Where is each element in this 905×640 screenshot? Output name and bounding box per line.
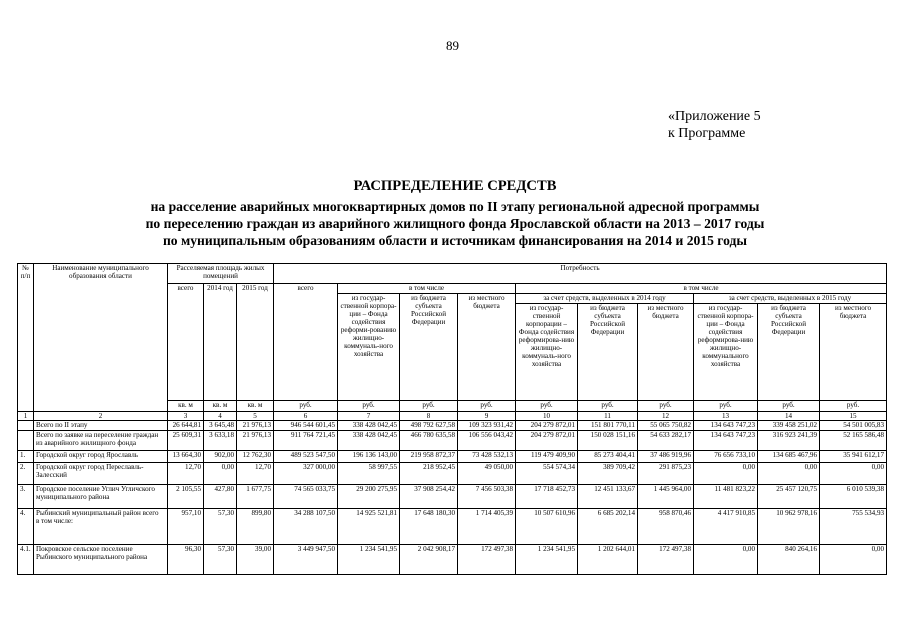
row-number: 4.1. xyxy=(18,545,34,575)
table-row xyxy=(18,421,887,431)
value-cell: 134 643 747,23 xyxy=(694,421,758,431)
unit-cell: руб. xyxy=(400,401,458,412)
header-incl: в том числе xyxy=(338,284,516,294)
value-cell: 946 544 601,45 xyxy=(274,421,338,431)
column-number-cell: 2 xyxy=(34,412,168,421)
table-row xyxy=(18,545,887,575)
row-name: Всего по II этапу xyxy=(34,421,168,431)
value-cell: 52 165 586,48 xyxy=(820,431,887,451)
table-row xyxy=(18,451,887,463)
value-cell: 196 136 143,00 xyxy=(338,451,400,463)
value-cell: 1 445 964,00 xyxy=(638,485,694,509)
unit-cell: руб. xyxy=(274,401,338,412)
header-area: Расселяемая площадь жилых помещений xyxy=(168,264,274,284)
value-cell: 338 428 042,45 xyxy=(338,421,400,431)
header-from-2014: за счет средств, выделенных в 2014 году xyxy=(516,294,694,304)
column-number-cell: 4 xyxy=(204,412,237,421)
value-cell: 1 202 644,01 xyxy=(578,545,638,575)
value-cell: 1 234 541,95 xyxy=(338,545,400,575)
appendix-note xyxy=(668,108,761,142)
row-number xyxy=(18,431,34,451)
value-cell: 911 764 721,45 xyxy=(274,431,338,451)
unit-cell: руб. xyxy=(820,401,887,412)
value-cell: 0,00 xyxy=(820,545,887,575)
unit-cell: кв. м xyxy=(204,401,237,412)
value-cell: 0,00 xyxy=(820,463,887,485)
unit-cell: руб. xyxy=(578,401,638,412)
appendix-line-2: к Программе xyxy=(668,126,746,141)
header-fund-2015: из государ-ственной корпора-ции – Фонда содействия реформирова-нию жилищно-коммунального хозяйства xyxy=(694,304,758,401)
value-cell: 109 323 931,42 xyxy=(458,421,516,431)
value-cell: 6 010 539,38 xyxy=(820,485,887,509)
value-cell: 134 643 747,23 xyxy=(694,431,758,451)
value-cell: 466 780 635,58 xyxy=(400,431,458,451)
value-cell: 6 685 202,14 xyxy=(578,509,638,545)
value-cell: 218 952,45 xyxy=(400,463,458,485)
column-number-cell: 9 xyxy=(458,412,516,421)
row-number: 3. xyxy=(18,485,34,509)
value-cell: 12 451 133,67 xyxy=(578,485,638,509)
value-cell: 957,10 xyxy=(168,509,204,545)
value-cell: 21 976,13 xyxy=(237,421,274,431)
header-local: из местного бюджета xyxy=(458,294,516,401)
distribution-table xyxy=(17,263,887,575)
row-name: Всего по заявке на переселение граждан из аварийного жилищного фонда xyxy=(34,431,168,451)
value-cell: 54 501 005,83 xyxy=(820,421,887,431)
value-cell: 3 449 947,50 xyxy=(274,545,338,575)
title-line-3: по переселению граждан из аварийного жилищного фонда Ярославской области на 2013 – 2017 годы xyxy=(145,216,765,231)
unit-cell: руб. xyxy=(338,401,400,412)
column-number-cell: 5 xyxy=(237,412,274,421)
table-row xyxy=(18,431,887,451)
value-cell: 0,00 xyxy=(758,463,820,485)
header-area-2015: 2015 год xyxy=(237,284,274,401)
value-cell: 219 958 872,37 xyxy=(400,451,458,463)
value-cell: 339 458 251,02 xyxy=(758,421,820,431)
column-number-cell: 3 xyxy=(168,412,204,421)
row-number xyxy=(18,421,34,431)
value-cell: 106 556 043,42 xyxy=(458,431,516,451)
header-need: Потребность xyxy=(274,264,887,284)
table-row xyxy=(18,509,887,545)
column-number-cell: 6 xyxy=(274,412,338,421)
header-local-2014: из местного бюджета xyxy=(638,304,694,401)
row-name xyxy=(34,509,168,545)
value-cell: 4 417 910,85 xyxy=(694,509,758,545)
header-area-total: всего xyxy=(168,284,204,401)
value-cell: 55 065 750,82 xyxy=(638,421,694,431)
value-cell: 17 718 452,73 xyxy=(516,485,578,509)
value-cell: 12,70 xyxy=(168,463,204,485)
header-incl-2: в том числе xyxy=(516,284,887,294)
value-cell: 327 000,00 xyxy=(274,463,338,485)
unit-cell: кв. м xyxy=(168,401,204,412)
value-cell: 12 762,30 xyxy=(237,451,274,463)
title-line-4: по муниципальным образованиям области и источникам финансирования на 2014 и 2015 годы xyxy=(162,233,748,248)
value-cell: 902,00 xyxy=(204,451,237,463)
value-cell: 54 633 282,17 xyxy=(638,431,694,451)
value-cell: 489 523 547,50 xyxy=(274,451,338,463)
table-row xyxy=(18,463,887,485)
value-cell: 7 456 503,38 xyxy=(458,485,516,509)
value-cell: 26 644,81 xyxy=(168,421,204,431)
value-cell: 25 609,31 xyxy=(168,431,204,451)
value-cell: 899,80 xyxy=(237,509,274,545)
page-number: 89 xyxy=(446,38,459,53)
appendix-line-1: «Приложение 5 xyxy=(668,109,761,124)
row-number: 1. xyxy=(18,451,34,463)
column-number-cell: 8 xyxy=(400,412,458,421)
unit-cell: руб. xyxy=(638,401,694,412)
header-need-total: всего xyxy=(274,284,338,401)
column-number-cell: 7 xyxy=(338,412,400,421)
header-from-2015: за счет средств, выделенных в 2015 году xyxy=(694,294,887,304)
value-cell: 172 497,38 xyxy=(458,545,516,575)
value-cell: 11 481 823,22 xyxy=(694,485,758,509)
row-name-sub: в том числе: xyxy=(36,517,73,525)
value-cell: 17 648 180,30 xyxy=(400,509,458,545)
value-cell: 39,00 xyxy=(237,545,274,575)
value-cell: 554 574,34 xyxy=(516,463,578,485)
header-fund-2014: из государ-ственной корпорации – Фонда содействия реформирова-нию жилищно-коммуналь-ного хозяйства xyxy=(516,304,578,401)
row-name: Городской округ город Переславль-Залесский xyxy=(34,463,168,485)
value-cell: 0,00 xyxy=(694,463,758,485)
value-cell: 2 042 908,17 xyxy=(400,545,458,575)
value-cell: 74 565 033,75 xyxy=(274,485,338,509)
value-cell: 338 428 042,45 xyxy=(338,431,400,451)
value-cell: 57,30 xyxy=(204,545,237,575)
title-line-2: на расселение аварийных многоквартирных домов по II этапу региональной адресной программы xyxy=(150,199,760,214)
value-cell: 755 534,93 xyxy=(820,509,887,545)
value-cell: 37 486 919,96 xyxy=(638,451,694,463)
column-number-cell: 15 xyxy=(820,412,887,421)
column-number-cell: 11 xyxy=(578,412,638,421)
value-cell: 389 709,42 xyxy=(578,463,638,485)
value-cell: 1 714 405,39 xyxy=(458,509,516,545)
value-cell: 1 234 541,95 xyxy=(516,545,578,575)
value-cell: 0,00 xyxy=(694,545,758,575)
row-name: Городской округ город Ярославль xyxy=(34,451,168,463)
unit-cell: кв. м xyxy=(237,401,274,412)
header-name: Наименование муниципального образования области xyxy=(34,264,168,412)
header-regional-2014: из бюджета субъекта Российской Федерации xyxy=(578,304,638,401)
title-line-1: РАСПРЕДЕЛЕНИЕ СРЕДСТВ xyxy=(353,178,557,194)
value-cell: 14 925 521,81 xyxy=(338,509,400,545)
value-cell: 316 923 241,39 xyxy=(758,431,820,451)
value-cell: 76 656 733,10 xyxy=(694,451,758,463)
value-cell: 21 976,13 xyxy=(237,431,274,451)
value-cell: 49 050,00 xyxy=(458,463,516,485)
unit-cell: руб. xyxy=(694,401,758,412)
value-cell: 1 677,75 xyxy=(237,485,274,509)
value-cell: 840 264,16 xyxy=(758,545,820,575)
value-cell: 0,00 xyxy=(204,463,237,485)
unit-cell: руб. xyxy=(458,401,516,412)
column-number-cell: 12 xyxy=(638,412,694,421)
value-cell: 13 664,30 xyxy=(168,451,204,463)
value-cell: 204 279 872,01 xyxy=(516,421,578,431)
value-cell: 2 105,55 xyxy=(168,485,204,509)
value-cell: 10 962 978,16 xyxy=(758,509,820,545)
value-cell: 73 428 532,13 xyxy=(458,451,516,463)
value-cell: 958 870,46 xyxy=(638,509,694,545)
value-cell: 10 507 610,96 xyxy=(516,509,578,545)
unit-cell: руб. xyxy=(516,401,578,412)
value-cell: 151 801 770,11 xyxy=(578,421,638,431)
row-name: Покровское сельское поселение Рыбинского муниципального района xyxy=(34,545,168,575)
value-cell: 34 288 107,50 xyxy=(274,509,338,545)
value-cell: 498 792 627,58 xyxy=(400,421,458,431)
document-title xyxy=(30,178,880,249)
value-cell: 427,80 xyxy=(204,485,237,509)
header-num: № п/п xyxy=(18,264,34,412)
table-row xyxy=(18,485,887,509)
value-cell: 150 028 151,16 xyxy=(578,431,638,451)
value-cell: 57,30 xyxy=(204,509,237,545)
value-cell: 25 457 120,75 xyxy=(758,485,820,509)
value-cell: 291 875,23 xyxy=(638,463,694,485)
column-number-cell: 14 xyxy=(758,412,820,421)
header-local-2015: из местного бюджета xyxy=(820,304,887,401)
column-number-cell: 13 xyxy=(694,412,758,421)
value-cell: 85 273 404,41 xyxy=(578,451,638,463)
row-name-main: Рыбинский муниципальный район всего xyxy=(36,509,159,517)
value-cell: 172 497,38 xyxy=(638,545,694,575)
unit-cell: руб. xyxy=(758,401,820,412)
value-cell: 3 645,48 xyxy=(204,421,237,431)
header-regional-2015: из бюджета субъекта Российской Федерации xyxy=(758,304,820,401)
value-cell: 58 997,55 xyxy=(338,463,400,485)
value-cell: 35 941 612,17 xyxy=(820,451,887,463)
header-regional: из бюджета субъекта Российской Федерации xyxy=(400,294,458,401)
value-cell: 119 479 409,90 xyxy=(516,451,578,463)
column-number-cell: 10 xyxy=(516,412,578,421)
value-cell: 204 279 872,01 xyxy=(516,431,578,451)
row-number: 2. xyxy=(18,463,34,485)
header-area-2014: 2014 год xyxy=(204,284,237,401)
value-cell: 3 633,18 xyxy=(204,431,237,451)
column-number-cell: 1 xyxy=(18,412,34,421)
value-cell: 12,70 xyxy=(237,463,274,485)
value-cell: 29 200 275,95 xyxy=(338,485,400,509)
value-cell: 37 908 254,42 xyxy=(400,485,458,509)
value-cell: 134 685 467,96 xyxy=(758,451,820,463)
row-number: 4. xyxy=(18,509,34,545)
row-name: Городское поселение Углич Угличского муниципального района xyxy=(34,485,168,509)
value-cell: 96,30 xyxy=(168,545,204,575)
header-fund: из государ-ственной корпора-ции – Фонда содействия реформи-рованию жилищно-коммуналь-ного хозяйства xyxy=(338,294,400,401)
